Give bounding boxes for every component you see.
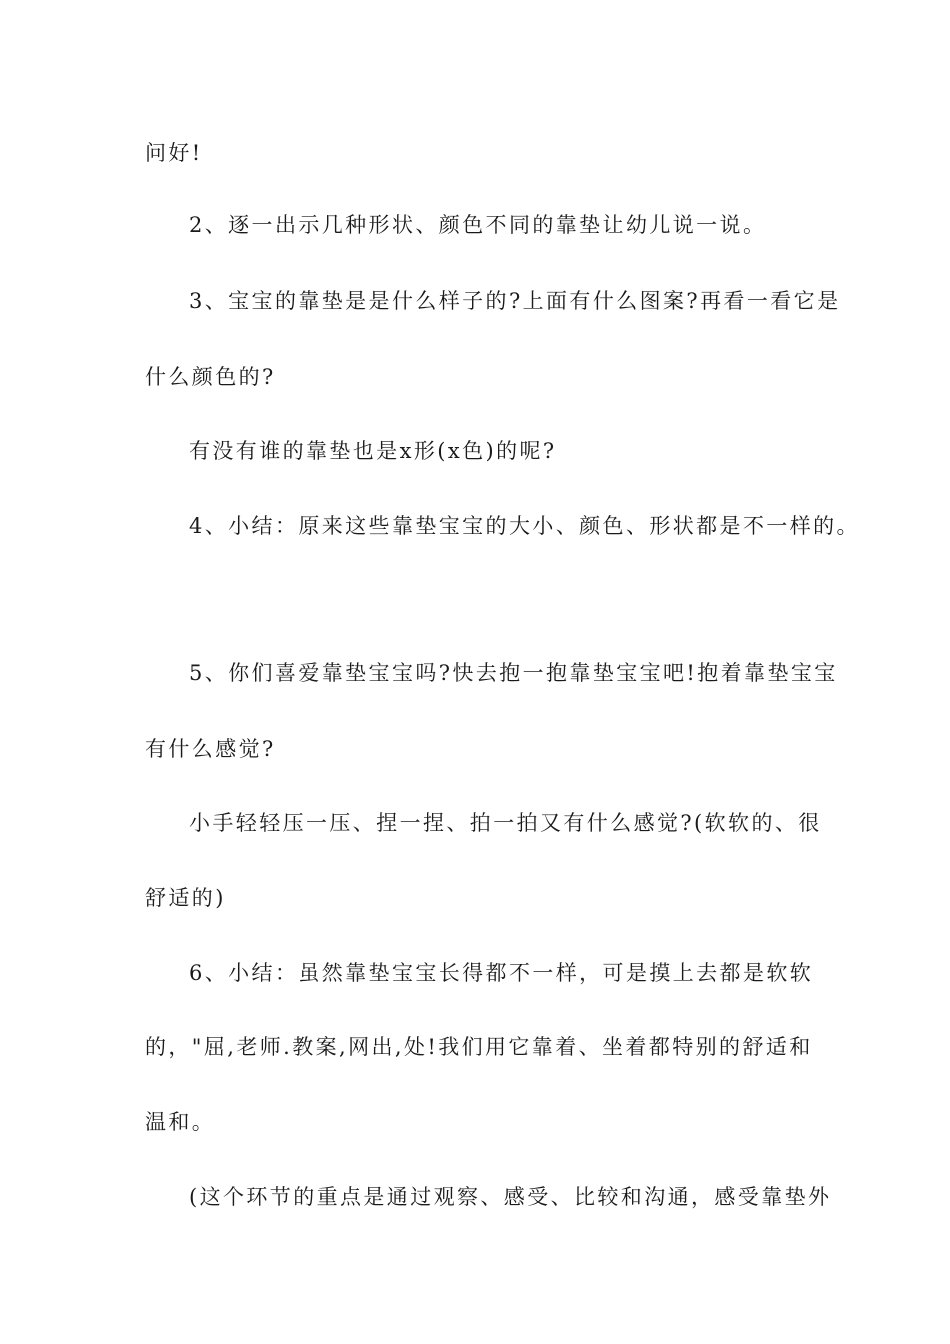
text-line: 4、小结：原来这些靠垫宝宝的大小、颜色、形状都是不一样的。 bbox=[189, 514, 860, 538]
text-line: 有没有谁的靠垫也是x形(x色)的呢? bbox=[189, 439, 557, 463]
text-line: 问好! bbox=[145, 141, 203, 165]
text-line: 什么颜色的? bbox=[145, 365, 276, 389]
text-line: 温和。 bbox=[145, 1110, 216, 1134]
text-line: 舒适的) bbox=[145, 886, 226, 910]
text-line: 6、小结：虽然靠垫宝宝长得都不一样，可是摸上去都是软软 bbox=[189, 961, 814, 985]
text-line: 的，"屈,老师.教案,网出,处!我们用它靠着、坐着都特别的舒适和 bbox=[145, 1035, 813, 1059]
text-line: 2、逐一出示几种形状、颜色不同的靠垫让幼儿说一说。 bbox=[189, 213, 767, 237]
text-line: (这个环节的重点是通过观察、感受、比较和沟通，感受靠垫外 bbox=[189, 1185, 832, 1209]
text-line: 3、宝宝的靠垫是是什么样子的?上面有什么图案?再看一看它是 bbox=[189, 289, 841, 313]
text-line: 5、你们喜爱靠垫宝宝吗?快去抱一抱靠垫宝宝吧!抱着靠垫宝宝 bbox=[189, 661, 838, 685]
text-line: 有什么感觉? bbox=[145, 737, 276, 761]
text-line: 小手轻轻压一压、捏一捏、拍一拍又有什么感觉?(软软的、很 bbox=[189, 811, 822, 835]
